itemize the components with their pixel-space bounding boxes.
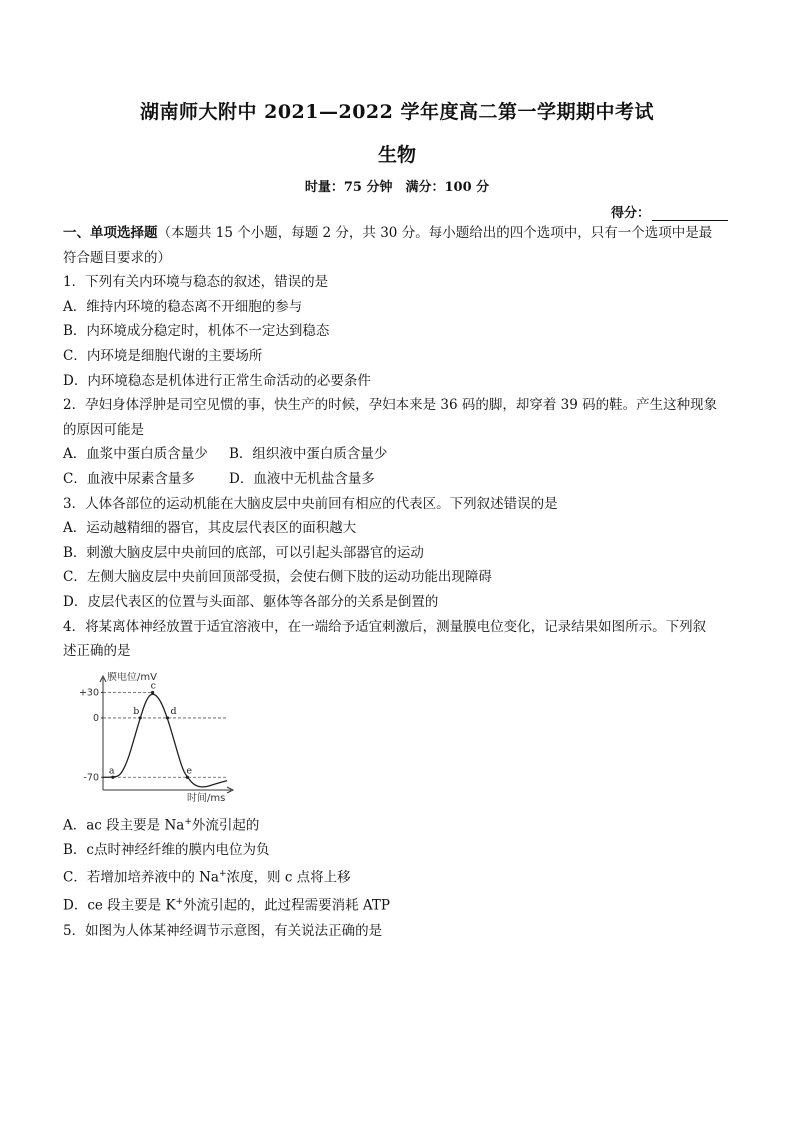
q4-option-a-text2: 外流引起的 bbox=[191, 817, 260, 834]
q2-stem: 2．孕妇身体浮肿是司空见惯的事，快生产的时候，孕妇本来是 36 码的脚，却穿着 39 码的鞋。产生这种现象 bbox=[63, 397, 718, 414]
section1-desc: （本题共 15 个小题，每题 2 分，共 30 分。每小题给出的四个选项中，只有一个选项中是最 bbox=[157, 225, 713, 241]
q2-stem-cont: 的原因可能是 bbox=[63, 421, 144, 438]
exam-title: 湖南师大附中 2021—2022 学年度高二第一学期期中考试 bbox=[140, 101, 654, 123]
q4-option-a-sup: + bbox=[184, 816, 192, 827]
score-blank[interactable] bbox=[652, 206, 728, 221]
point-label-b: b bbox=[133, 705, 140, 717]
q4-option-d[interactable] bbox=[63, 890, 731, 918]
y-tick-label: -70 bbox=[83, 771, 99, 783]
y-tick-label: +30 bbox=[78, 687, 99, 699]
q3-stem: 3．人体各部位的运动机能在大脑皮层中央前回有相应的代表区。下列叙述错误的是 bbox=[63, 495, 558, 512]
q4-option-a-text1: A．ac 段主要是 Na bbox=[63, 817, 185, 834]
score-field bbox=[611, 202, 728, 221]
point-d bbox=[166, 716, 169, 719]
y-axis-label: 膜电位/mV bbox=[107, 671, 157, 683]
q1-option-c[interactable]: C．内环境是细胞代谢的主要场所 bbox=[63, 347, 263, 364]
q2-options-cd bbox=[63, 467, 731, 492]
section1-desc-cont: 符合题目要求的） bbox=[63, 249, 171, 266]
potential-curve bbox=[103, 694, 227, 787]
q4-option-c-sup: + bbox=[218, 869, 227, 880]
section1-label: 一、单项选择题 bbox=[63, 225, 158, 241]
point-label-c: c bbox=[150, 680, 156, 692]
point-label-e: e bbox=[186, 764, 192, 776]
q1-option-b[interactable]: B．内环境成分稳定时，机体不一定达到稳态 bbox=[63, 323, 330, 340]
q3-option-d[interactable]: D．皮层代表区的位置与头面部、躯体等各部分的关系是倒置的 bbox=[63, 593, 439, 610]
q3-option-b[interactable]: B．刺激大脑皮层中央前回的底部，可以引起头部器官的运动 bbox=[63, 544, 424, 561]
q1-option-d[interactable]: D．内环境稳态是机体进行正常生命活动的必要条件 bbox=[63, 372, 371, 389]
chart-axes bbox=[100, 676, 233, 793]
x-axis-label: 时间/ms bbox=[187, 792, 226, 802]
q4-option-c-text2: 浓度，则 c 点将上移 bbox=[226, 869, 351, 886]
membrane-potential-chart bbox=[69, 672, 239, 802]
exam-meta: 时量：75 分钟 满分：100 分 bbox=[304, 180, 490, 195]
chart-curve-layer bbox=[103, 691, 227, 787]
membrane-potential-figure bbox=[63, 672, 731, 804]
q2-option-d[interactable]: D．血液中无机盐含量多 bbox=[229, 470, 375, 487]
exam-content bbox=[63, 221, 731, 943]
q4-option-d-text2: 外流引起的，此过程需要消耗 ATP bbox=[183, 897, 390, 914]
q4-stem: 4．将某离体神经放置于适宜溶液中，在一端给予适宜刺激后，测量膜电位变化，记录结果如图所示。下列叙 bbox=[63, 618, 707, 635]
y-tick-label: 0 bbox=[92, 712, 99, 724]
q2-option-c[interactable]: C．血液中尿素含量多 bbox=[63, 470, 195, 487]
q2-option-a[interactable]: A．血浆中蛋白质含量少 bbox=[63, 446, 208, 463]
q4-option-d-sup: + bbox=[175, 897, 184, 908]
q4-option-d-text1: D．ce 段主要是 K bbox=[63, 897, 176, 914]
point-label-a: a bbox=[108, 764, 115, 776]
q4-option-c[interactable] bbox=[63, 862, 731, 890]
chart-guides bbox=[103, 692, 227, 777]
score-label: 得分： bbox=[610, 206, 650, 221]
q1-stem: 1．下列有关内环境与稳态的叙述，错误的是 bbox=[63, 274, 329, 291]
q1-option-a[interactable]: A．维持内环境的稳态离不开细胞的参与 bbox=[63, 298, 303, 315]
q3-option-a[interactable]: A．运动越精细的器官，其皮层代表区的面积越大 bbox=[63, 520, 357, 537]
q5-stem: 5．如图为人体某神经调节示意图，有关说法正确的是 bbox=[63, 922, 383, 939]
section1-header bbox=[63, 221, 731, 246]
q2-options-ab bbox=[63, 442, 731, 467]
q4-stem-cont: 述正确的是 bbox=[63, 643, 131, 660]
point-label-d: d bbox=[170, 705, 177, 717]
subject-title: 生物 bbox=[377, 144, 416, 166]
q4-option-b[interactable]: B．c点时神经纤维的膜内电位为负 bbox=[63, 841, 270, 858]
q2-option-b[interactable]: B．组织液中蛋白质含量少 bbox=[229, 446, 388, 463]
q4-option-a[interactable] bbox=[63, 810, 731, 838]
q3-option-c[interactable]: C．左侧大脑皮层中央前回顶部受损，会使右侧下肢的运动功能出现障碍 bbox=[63, 569, 492, 586]
q4-option-c-text1: C．若增加培养液中的 Na bbox=[63, 869, 219, 886]
